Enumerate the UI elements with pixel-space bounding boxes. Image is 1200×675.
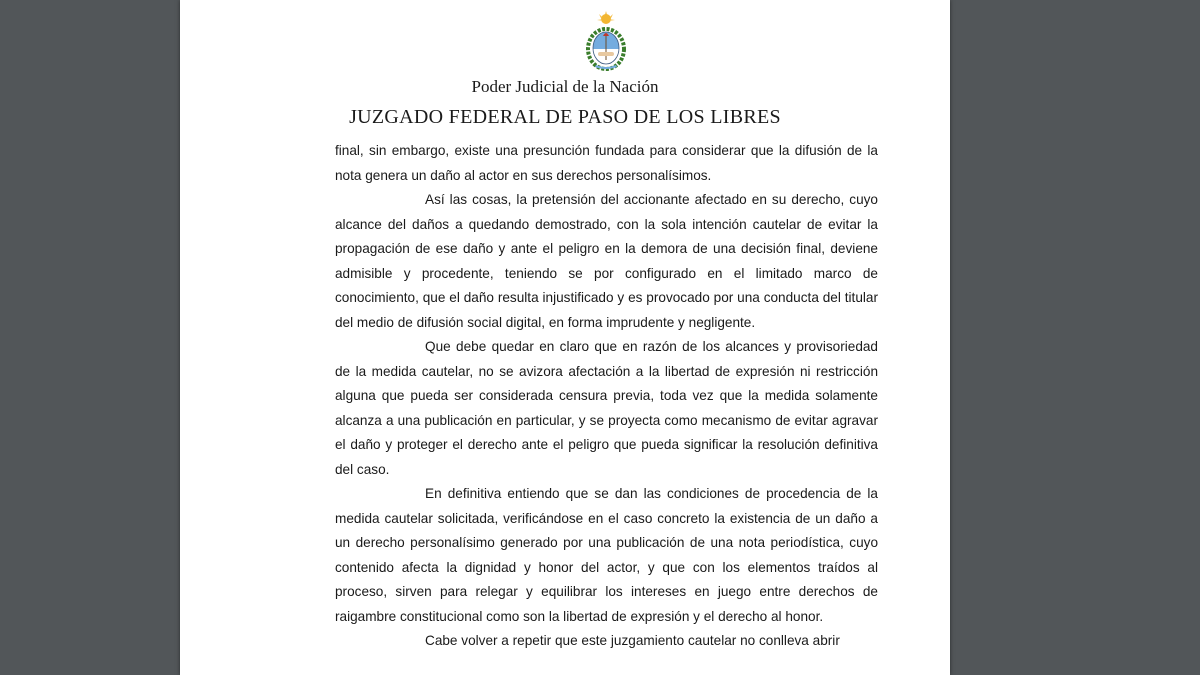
document-body [335, 139, 878, 654]
court-heading: JUZGADO FEDERAL DE PASO DE LOS LIBRES [349, 106, 781, 128]
paragraph: Cabe volver a repetir que este juzgamiento cautelar no conlleva abrir [425, 633, 840, 648]
document-page [180, 0, 950, 675]
argentine-coat-of-arms-icon [583, 10, 629, 72]
paragraph: En definitiva entiendo que se dan las condiciones de procedencia de la medida cautelar solicitada, verificándose en el caso concreto la existencia de un daño a un derecho personalísimo generado por una publicación de una nota periodística, cuyo contenido afecta la dignidad y honor del actor, y que con los elementos traídos al proceso, sirven para relegar y equilibrar los intereses en juego entre derechos de raigambre constitucional como son la libertad de expresión y el derecho al honor. [335, 486, 878, 624]
paragraph: Que debe quedar en claro que en razón de los alcances y provisoriedad de la medida cautelar, no se avizora afectación a la libertad de expresión ni restricción alguna que pueda ser considerada censura previa, toda vez que la medida solamente alcanza a una publicación en particular, y se proyecta como mecanismo de evitar agravar el daño y proteger el derecho ante el peligro que pueda significar la resolución definitiva del caso. [335, 339, 878, 477]
paragraph: Así las cosas, la pretensión del accionante afectado en su derecho, cuyo alcance del daños a quedando demostrado, con la sola intención cautelar de evitar la propagación de ese daño y ante el peligro en la demora de una decisión final, deviene admisible y procedente, teniendo se por configurado en el limitado marco de conocimiento, que el daño resulta injustificado y es provocado por una conducta del titular del medio de difusión social digital, en forma imprudente y negligente. [335, 192, 878, 330]
institution-heading: Poder Judicial de la Nación [471, 77, 659, 96]
paragraph: final, sin embargo, existe una presunción fundada para considerar que la difusión de la nota genera un daño al actor en sus derechos personalísimos. [335, 143, 878, 183]
